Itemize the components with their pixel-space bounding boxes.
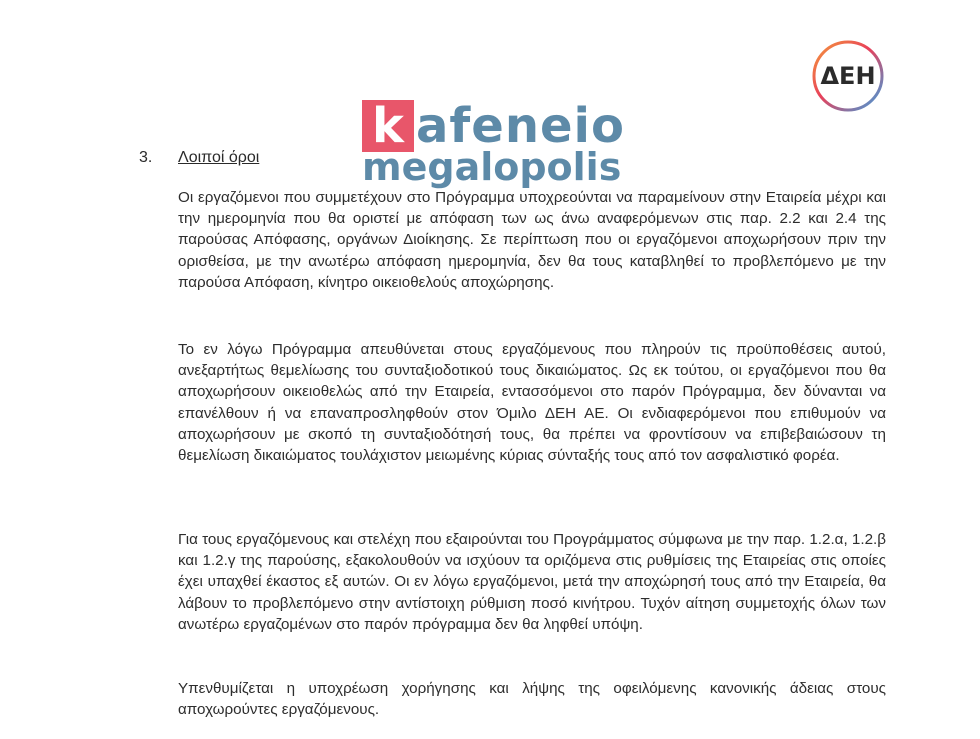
section-title: Λοιποί όροι bbox=[178, 149, 260, 166]
watermark bbox=[362, 98, 652, 189]
watermark-k-block: k bbox=[362, 100, 414, 152]
paragraph: Για τους εργαζόμενους και στελέχη που εξαιρούνται του Προγράμματος σύμφωνα με την παρ. 1.2.α, 1.2.β και 1.2.γ της παρούσης, εξακολουθούν να ισχύουν τα οριζόμενα στις ρυθμίσεις της Εταιρείας στις οποίες έχει υπαχθεί έκαστος εξ αυτών. Οι εν λόγω εργαζόμενοι, μετά την αποχώρησή τους από την Εταιρεία, θα λάβουν το προβλεπόμενο στην αντίστοιχη ρύθμιση ποσό κινήτρου. Τυχόν αίτηση συμμετοχής όλων των ανωτέρω εργαζομένων στο παρόν πρόγραμμα δεν θα ληφθεί υπόψη. bbox=[178, 531, 886, 633]
section-number: 3. bbox=[139, 149, 153, 166]
watermark-line1: afeneio bbox=[416, 98, 625, 154]
watermark-line2: megalopolis bbox=[362, 145, 622, 189]
paragraph: Υπενθυμίζεται η υποχρέωση χορήγησης και λήψης της οφειλόμενης κανονικής άδειας στους αποχωρούντες εργαζόμενους. bbox=[178, 680, 886, 719]
deh-logo bbox=[810, 38, 886, 114]
logo-text: ΔΕΗ bbox=[820, 62, 876, 90]
paragraph: Οι εργαζόμενοι που συμμετέχουν στο Πρόγραμμα υποχρεούνται να παραμείνουν στην Εταιρεία μέχρι και την ημερομηνία που θα οριστεί με απόφαση των ως άνω αναφερόμενων στις παρ. 2.2 και 2.4 της παρούσας Απόφασης, οργάνων Διοίκησης. Σε περίπτωση που οι εργαζόμενοι αποχωρήσουν πριν την ορισθείσα, με την ανωτέρω απόφαση ημερομηνία, δεν θα τους καταβληθεί το προβλεπόμενο με την παρούσα Απόφαση, κίνητρο οικειοθελούς αποχώρησης. bbox=[178, 189, 886, 291]
paragraph: Το εν λόγω Πρόγραμμα απευθύνεται στους εργαζόμενους που πληρούν τις προϋποθέσεις αυτού, ανεξαρτήτως θεμελίωσης του συνταξιοδοτικού τους δικαιώματος. Ως εκ τούτου, οι εργαζόμενοι που θα αποχωρήσουν οικειοθελώς από την Εταιρεία, εντασσόμενοι στο παρόν Πρόγραμμα, δεν δύνανται να επανέλθουν ή να επαναπροσληφθούν στον Όμιλο ΔΕΗ ΑΕ. Οι ενδιαφερόμενοι που επιθυμούν να αποχωρήσουν με σκοπό τη συνταξιοδότησή τους, θα πρέπει να φροντίσουν να επιβεβαιώσουν τη θεμελίωση δικαιώματος τουλάχιστον μειωμένης κύριας σύνταξής τους από τον ασφαλιστικό φορέα. bbox=[178, 341, 886, 465]
